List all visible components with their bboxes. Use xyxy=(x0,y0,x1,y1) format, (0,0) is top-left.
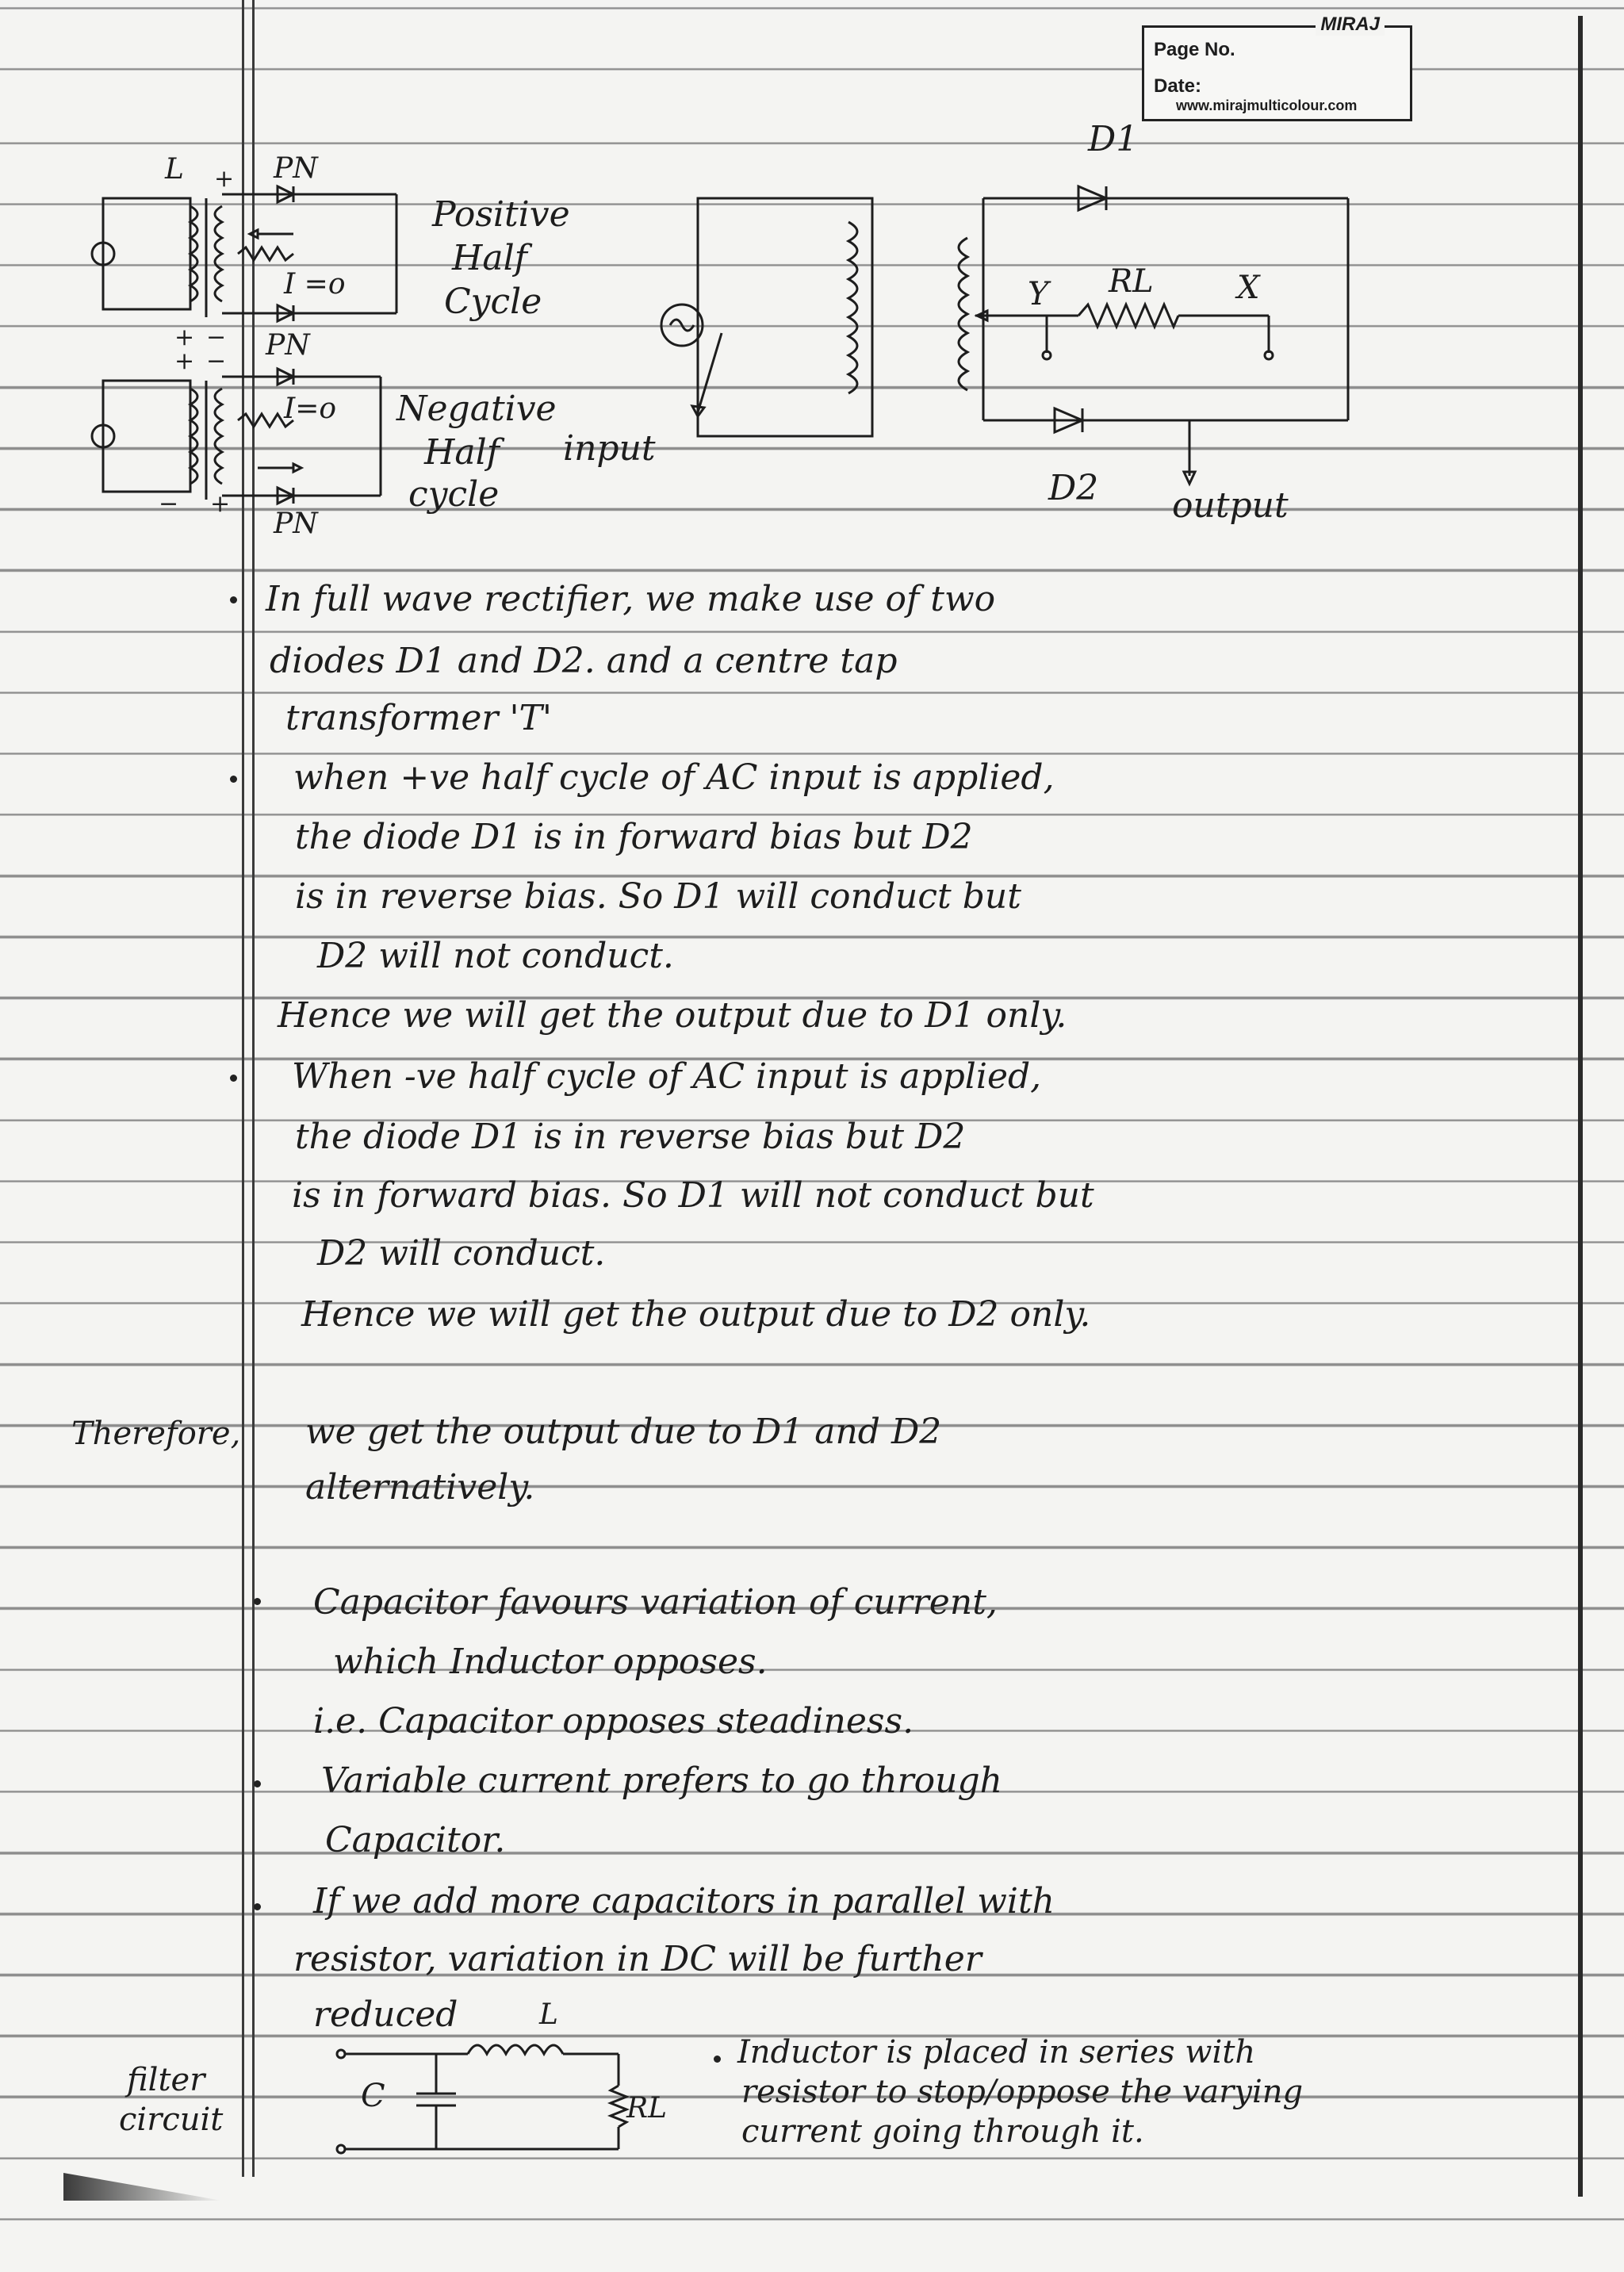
positive-half-cycle-line3: Cycle xyxy=(444,282,542,322)
right-rule xyxy=(1578,16,1583,2197)
note-7-line-2: which Inductor opposes. xyxy=(333,1642,768,1682)
note-2-line-1: when +ve half cycle of AC input is applied, xyxy=(293,757,1055,798)
negative-half-cycle-line3: cycle xyxy=(408,474,500,515)
positive-half-cycle-line1: Positive xyxy=(432,194,570,235)
note-9-line-2: Capacitor. xyxy=(325,1820,506,1860)
note-6-line-2: alternatively. xyxy=(305,1467,535,1508)
middle-pn-label: PN xyxy=(266,329,310,362)
svg-text:−: − xyxy=(206,324,227,351)
note-4-line-1: When -ve half cycle of AC input is applied, xyxy=(292,1056,1042,1097)
note-4-line-4: D2 will conduct. xyxy=(317,1233,606,1274)
output-label: output xyxy=(1172,485,1289,526)
positive-half-cycle-line2: Half xyxy=(452,238,527,278)
scan-shadow xyxy=(63,2161,222,2201)
note-9-line-1: Variable current prefers to go through xyxy=(321,1761,1003,1801)
note-4-line-3: is in forward bias. So D1 will not conduct but xyxy=(292,1175,1094,1216)
svg-text:+: + xyxy=(214,165,235,193)
note-10-line-3: reduced xyxy=(313,1994,458,2035)
input-label: input xyxy=(563,428,656,469)
note-5: Hence we will get the output due to D2 only. xyxy=(301,1294,1091,1335)
brand-logo: MIRAJ xyxy=(1316,13,1385,36)
note-6-line-1: we get the output due to D1 and D2 xyxy=(305,1412,942,1452)
note-1-line-2: diodes D1 and D2. and a centre tap xyxy=(270,641,898,681)
circuit-label: circuit xyxy=(119,2102,224,2138)
bullet xyxy=(230,596,237,603)
top-pn-label: PN xyxy=(274,152,318,185)
note-11-line-2: resistor to stop/oppose the varying xyxy=(741,2074,1304,2110)
bullet xyxy=(230,1075,237,1082)
d2-label: D2 xyxy=(1048,468,1099,508)
note-2-line-4: D2 will not conduct. xyxy=(317,936,674,976)
resistor-label: RL xyxy=(626,2092,668,2124)
bullet xyxy=(254,1903,261,1910)
svg-text:−: − xyxy=(159,490,179,518)
date-label: Date: xyxy=(1154,75,1202,97)
svg-text:+: + xyxy=(174,347,195,375)
note-11-line-3: current going through it. xyxy=(741,2113,1144,2150)
svg-text:L: L xyxy=(165,153,184,186)
note-2-line-3: is in reverse bias. So D1 will conduct but xyxy=(295,876,1021,917)
page-no-label: Page No. xyxy=(1154,39,1235,60)
full-wave-rectifier-diagram xyxy=(634,174,1372,515)
note-10-line-1: If we add more capacitors in parallel with xyxy=(313,1881,1055,1921)
page-header-box xyxy=(1142,13,1412,121)
therefore-label: Therefore, xyxy=(71,1416,241,1452)
note-10-line-2: resistor, variation in DC will be further xyxy=(293,1939,982,1979)
note-4-line-2: the diode D1 is in reverse bias but D2 xyxy=(295,1117,966,1157)
svg-text:−: − xyxy=(206,347,227,375)
note-1-line-1: In full wave rectifier, we make use of two xyxy=(266,579,996,619)
inductor-label: L xyxy=(539,1998,558,2031)
capacitor-label: C xyxy=(361,2078,385,2114)
filter-label: filter xyxy=(127,2062,205,2098)
current-zero-label-bottom: I=o xyxy=(284,393,337,425)
bullet xyxy=(254,1598,261,1605)
note-11-line-1: Inductor is placed in series with xyxy=(737,2034,1256,2071)
bullet xyxy=(714,2056,721,2063)
negative-half-cycle-line1: Negative xyxy=(396,389,557,429)
bullet xyxy=(230,776,237,783)
x-label: X xyxy=(1237,270,1260,306)
current-zero-label-top: I =o xyxy=(284,268,346,301)
bullet xyxy=(254,1780,261,1787)
note-8: i.e. Capacitor opposes steadiness. xyxy=(313,1701,914,1741)
svg-text:+: + xyxy=(174,324,195,351)
bottom-pn-label: PN xyxy=(274,508,318,540)
rl-label: RL xyxy=(1109,263,1154,300)
y-label: Y xyxy=(1028,276,1049,312)
note-7-line-1: Capacitor favours variation of current, xyxy=(313,1582,998,1623)
note-3: Hence we will get the output due to D1 only. xyxy=(278,995,1067,1036)
note-2-line-2: the diode D1 is in forward bias but D2 xyxy=(295,817,973,857)
negative-half-cycle-line2: Half xyxy=(424,432,500,473)
svg-text:+: + xyxy=(210,490,231,518)
website-url: www.mirajmulticolour.com xyxy=(1176,98,1358,113)
d1-label: D1 xyxy=(1088,119,1139,159)
note-1-line-3: transformer 'T' xyxy=(285,698,552,738)
